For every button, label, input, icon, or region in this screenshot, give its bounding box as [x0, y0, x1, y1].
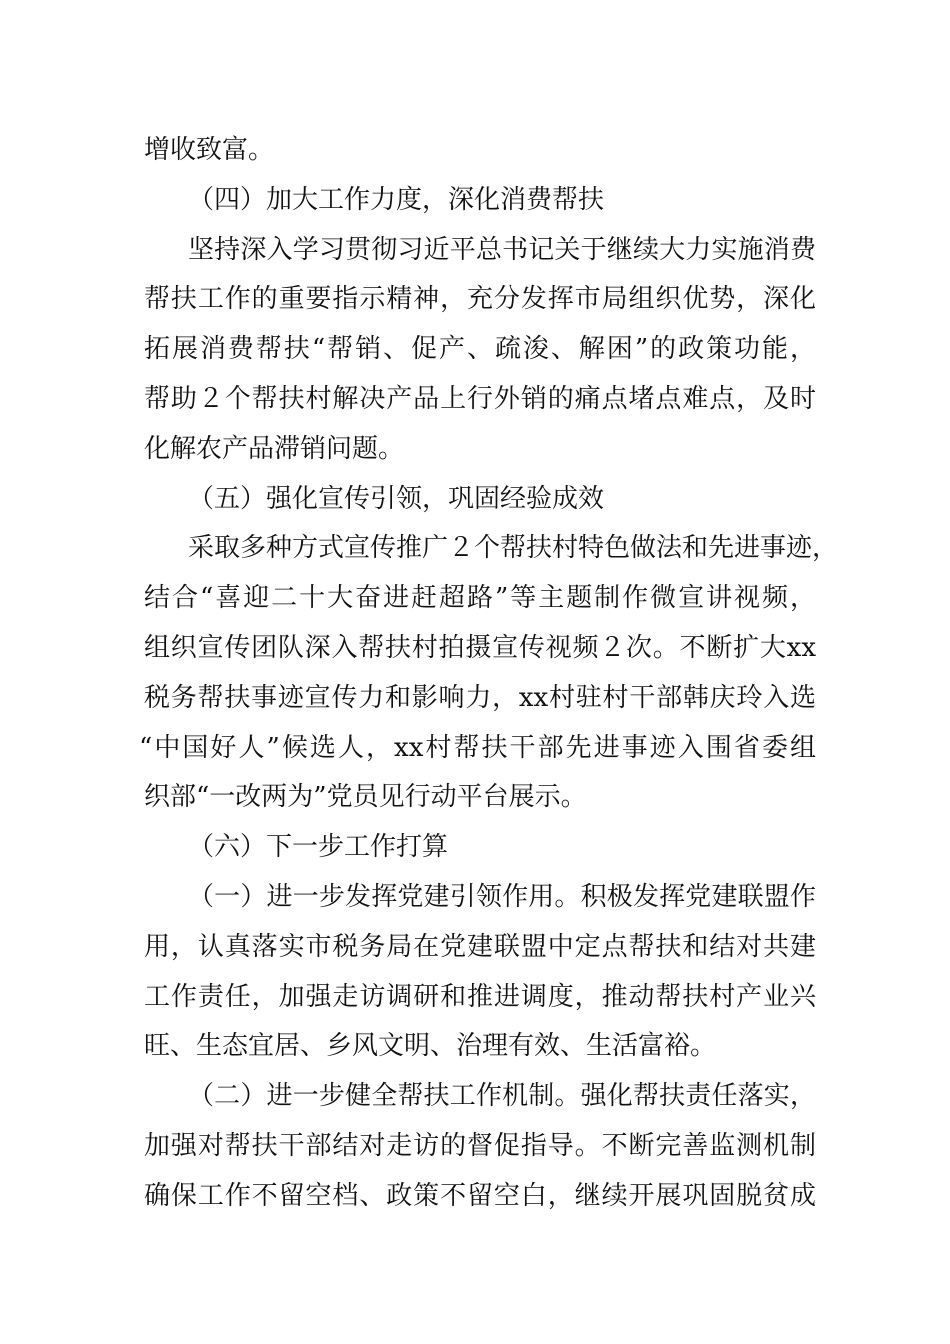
text-line: “中国好人”候选人，xx村帮扶干部先进事迹入围省委组	[139, 732, 816, 763]
document-body	[139, 126, 839, 1222]
text-line: 采取多种方式宣传推广２个帮扶村特色做法和先进事迹，	[188, 533, 839, 564]
text-line: 工作责任，加强走访调研和推进调度，推动帮扶村产业兴	[144, 981, 816, 1012]
text-line: 帮扶工作的重要指示精神，充分发挥市局组织优势，深化	[144, 284, 816, 315]
text-line: 用，认真落实市税务局在党建联盟中定点帮扶和结对共建	[144, 931, 816, 962]
text-line: 帮助２个帮扶村解决产品上行外销的痛点堵点难点，及时	[144, 383, 816, 414]
text-line: 组织宣传团队深入帮扶村拍摄宣传视频２次。不断扩大xx	[144, 632, 816, 663]
text-line: 税务帮扶事迹宣传力和影响力，xx村驻村干部韩庆玲入选	[144, 682, 816, 713]
text-line: 坚持深入学习贯彻习近平总书记关于继续大力实施消费	[188, 234, 816, 265]
text-line: 加强对帮扶干部结对走访的督促指导。不断完善监测机制	[144, 1130, 816, 1161]
text-line: 增收致富。	[144, 135, 275, 165]
text-line: 结合“喜迎二十大奋进赶超路”等主题制作微宣讲视频，	[144, 583, 816, 614]
text-line: 旺、生态宜居、乡风文明、治理有效、生活富裕。	[144, 1031, 717, 1062]
text-line: 织部“一改两为”党员见行动平台展示。	[144, 782, 587, 813]
text-line: 化解农产品滞销问题。	[144, 433, 405, 464]
text-line: 确保工作不留空档、政策不留空白，继续开展巩固脱贫成	[144, 1180, 816, 1211]
text-line: （一）进一步发挥党建引领作用。积极发挥党建联盟作	[188, 881, 816, 912]
text-line: （五）强化宣传引领，巩固经验成效	[188, 483, 605, 514]
text-line: （四）加大工作力度，深化消费帮扶	[188, 184, 605, 215]
text-line: （二）进一步健全帮扶工作机制。强化帮扶责任落实，	[188, 1081, 816, 1112]
text-line: 拓展消费帮扶“帮销、促产、疏浚、解困”的政策功能，	[144, 334, 816, 365]
text-line: （六）下一步工作打算	[188, 832, 449, 863]
